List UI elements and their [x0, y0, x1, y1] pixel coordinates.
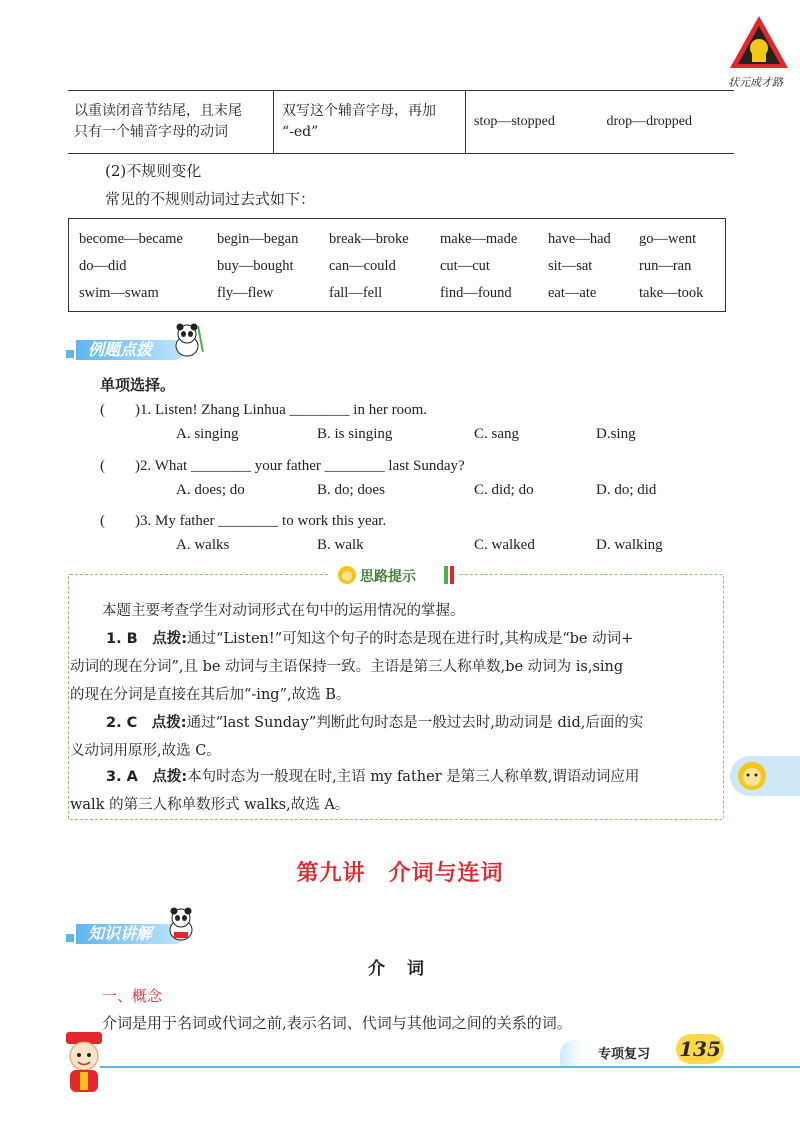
- verb-cell: fall—fell: [329, 285, 383, 301]
- ribbon-end-icon: [444, 566, 454, 584]
- side-tab: [730, 756, 800, 796]
- hint-title: [330, 564, 458, 586]
- question-2-option-b: B. do; does: [317, 482, 385, 498]
- verb-cell: find—found: [440, 285, 512, 301]
- verb-cell: become—became: [79, 231, 183, 247]
- rule-method-cell: 双写这个辅音字母，再加 “-ed”: [274, 91, 466, 153]
- hint-answer-2-line-2: 义动词用原形,故选 C。: [70, 743, 221, 759]
- panda-icon: [170, 322, 204, 358]
- verb-cell: begin—began: [217, 231, 299, 247]
- verb-cell: run—ran: [639, 258, 692, 274]
- page-number: 135: [676, 1034, 724, 1064]
- hint-title-label: 思路提示: [360, 569, 416, 585]
- verb-cell: buy—bought: [217, 258, 294, 274]
- concept-heading: 一、概念: [102, 987, 163, 1005]
- example-banner-label: 例题点拨: [76, 340, 184, 360]
- hint-answer-3-line-1: 3. A 点拨:本句时态为一般现在时,主语 my father 是第三人称单数,谓语动词应用: [106, 769, 640, 785]
- concept-text: 介词是用于名词或代词之前,表示名词、代词与其他词之间的关系的词。: [102, 1014, 572, 1032]
- lecture-title: 第九讲 介词与连词: [296, 861, 504, 886]
- question-1-option-d: D.sing: [596, 426, 636, 442]
- mascot-boy-icon: [56, 1030, 112, 1096]
- hint-answer-1-line-2: 动词的现在分词”,且 be 动词与主语保持一致。主语是第三人称单数,be 动词为 is,sing: [70, 659, 624, 675]
- verb-cell: sit—sat: [548, 258, 593, 274]
- question-3-option-c: C. walked: [474, 537, 535, 553]
- irregular-intro: 常见的不规则动词过去式如下：: [105, 190, 316, 208]
- panda-icon: [164, 906, 198, 942]
- section-title: 介 词: [368, 959, 432, 979]
- verb-cell: take—took: [639, 285, 704, 301]
- question-1-option-c: C. sang: [474, 426, 519, 442]
- question-1-option-b: B. is singing: [317, 426, 393, 442]
- hint-answer-1-line-1: 1. B 点拨:通过“Listen!”可知这个句子的时态是现在进行时,其构成是“be 动词+: [106, 631, 634, 647]
- question-2-option-a: A. does; do: [176, 482, 245, 498]
- rule-condition-cell: 以重读闭音节结尾，且末尾 只有一个辅音字母的动词: [68, 91, 274, 153]
- question-2-stem: ( )2. What ________ your father ________ last Sunday?: [100, 458, 465, 474]
- verb-cell: fly—flew: [217, 285, 274, 301]
- brand-name: 状元成才路: [728, 76, 783, 89]
- irregular-verb-table: [68, 218, 726, 312]
- hint-answer-1-line-3: 的现在分词是直接在其后加“-ing”,故选 B。: [70, 687, 351, 703]
- verb-cell: eat—ate: [548, 285, 597, 301]
- rule-example-cell: [466, 91, 734, 153]
- question-instruction: 单项选择。: [100, 376, 176, 394]
- question-3-option-b: B. walk: [317, 537, 364, 553]
- question-2-option-c: C. did; do: [474, 482, 534, 498]
- brand-logo: [726, 12, 792, 90]
- crown-logo-icon: [726, 12, 792, 74]
- footer-line: [100, 1066, 800, 1068]
- question-1-stem: ( )1. Listen! Zhang Linhua ________ in her room.: [100, 402, 428, 418]
- verb-cell: make—made: [440, 231, 518, 247]
- verb-cell: do—did: [79, 258, 127, 274]
- verb-cell: swim—swam: [79, 285, 159, 301]
- question-1-option-a: A. singing: [176, 426, 239, 442]
- example-dropped: drop—dropped: [606, 114, 692, 129]
- question-3-stem: ( )3. My father ________ to work this year.: [100, 513, 387, 529]
- hint-answer-3-line-2: walk 的第三人称单数形式 walks,故选 A。: [70, 797, 350, 813]
- verb-cell: have—had: [548, 231, 611, 247]
- footer-label: 专项复习: [598, 1047, 651, 1062]
- verb-cell: go—went: [639, 231, 697, 247]
- question-3-option-a: A. walks: [176, 537, 230, 553]
- rule-table-row: [68, 90, 734, 154]
- lion-mascot-icon: [336, 565, 358, 585]
- knowledge-banner-label: 知识讲解: [76, 924, 184, 944]
- verb-cell: cut—cut: [440, 258, 490, 274]
- hint-answer-2-line-1: 2. C 点拨:通过“last Sunday”判断此句时态是一般过去时,助动词是 did,后面的实: [106, 715, 644, 731]
- question-2-option-d: D. do; did: [596, 482, 657, 498]
- irregular-heading: (2)不规则变化: [105, 162, 202, 180]
- question-3-option-d: D. walking: [596, 537, 663, 553]
- hint-intro: 本题主要考查学生对动词形式在句中的运用情况的掌握。: [102, 603, 465, 619]
- verb-cell: break—broke: [329, 231, 409, 247]
- verb-cell: can—could: [329, 258, 396, 274]
- lion-face-icon: [736, 760, 768, 792]
- example-stopped: stop—stopped: [474, 114, 555, 129]
